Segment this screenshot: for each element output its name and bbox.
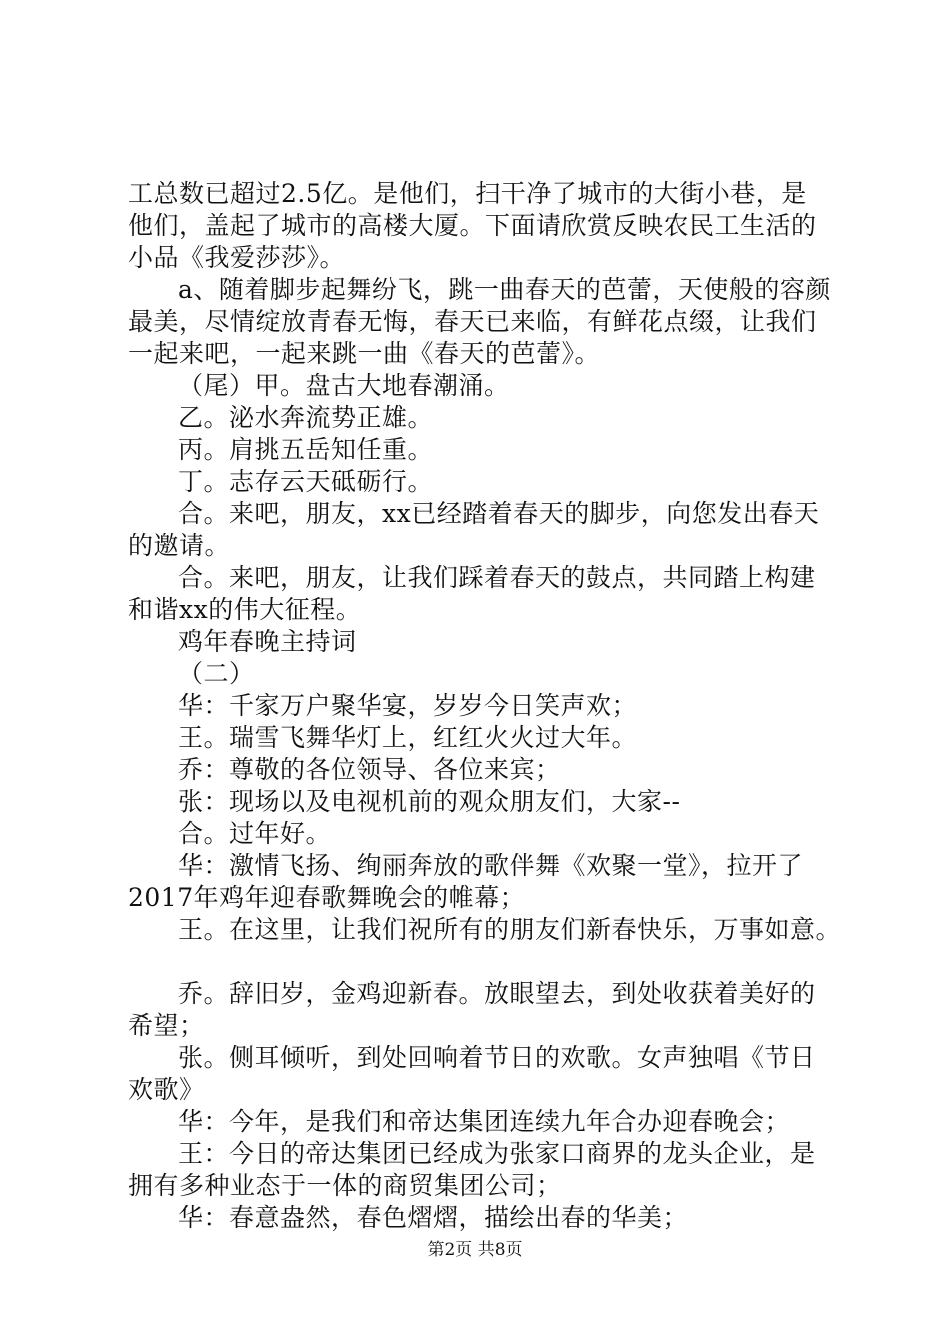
- text-line: 华：千家万户聚华宴，岁岁今日笑声欢；: [178, 691, 638, 720]
- text-line: 华：春意盎然，春色熠熠，描绘出春的华美；: [178, 1203, 689, 1232]
- text-line: 张：现场以及电视机前的观众朋友们，大家--: [178, 787, 681, 816]
- text-line: 2017年鸡年迎春歌舞晚会的帷幕；: [128, 883, 526, 912]
- text-line: 乔：尊敬的各位领导、各位来宾；: [178, 755, 561, 784]
- text-line: a、随着脚步起舞纷飞，跳一曲春天的芭蕾，天使般的容颜: [178, 275, 831, 304]
- text-line: 华：激情飞扬、绚丽奔放的歌伴舞《欢聚一堂》，拉开了: [178, 851, 804, 880]
- page-footer: 第2页 共8页: [427, 1240, 523, 1260]
- section-subtitle: （二）: [178, 659, 255, 688]
- text-line: 丁。志存云天砥砺行。: [178, 467, 434, 496]
- text-line: 合。来吧，朋友，xx已经踏着春天的脚步，向您发出春天: [178, 499, 820, 528]
- text-line: 最美，尽情绽放青春无悔，春天已来临，有鲜花点缀，让我们: [128, 307, 817, 336]
- text-line: 他们，盖起了城市的高楼大厦。下面请欣赏反映农民工生活的: [128, 211, 817, 240]
- text-line: 王：今日的帝达集团已经成为张家口商界的龙头企业，是: [178, 1139, 816, 1168]
- text-line: 工总数已超过2.5亿。是他们，扫干净了城市的大街小巷，是: [128, 179, 807, 208]
- section-title: 鸡年春晚主持词: [178, 627, 357, 656]
- text-line: 张。侧耳倾听，到处回响着节日的欢歌。女声独唱《节日: [178, 1043, 816, 1072]
- text-line: 的邀请。: [128, 531, 231, 560]
- text-line: 和谐xx的伟大征程。: [128, 595, 362, 624]
- text-line: 一起来吧，一起来跳一曲《春天的芭蕾》。: [128, 339, 601, 368]
- text-line: 王。瑞雪飞舞华灯上，红红火火过大年。: [178, 723, 638, 752]
- text-line: 希望；: [128, 1011, 205, 1040]
- text-line: 王。在这里，让我们祝所有的朋友们新春快乐，万事如意。: [178, 915, 842, 944]
- text-line: 乔。辞旧岁，金鸡迎新春。放眼望去，到处收获着美好的: [178, 979, 816, 1008]
- text-line: 拥有多种业态于一体的商贸集团公司；: [128, 1171, 562, 1200]
- text-line: 合。过年好。: [178, 819, 332, 848]
- text-line: 丙。肩挑五岳知任重。: [178, 435, 434, 464]
- text-line: 合。来吧，朋友，让我们踩着春天的鼓点，共同踏上构建: [178, 563, 816, 592]
- text-line: （尾）甲。盘古大地春潮涌。: [178, 371, 510, 400]
- text-line: 乙。泌水奔流势正雄。: [178, 403, 434, 432]
- text-line: 欢歌》: [128, 1075, 205, 1104]
- text-line: 小品《我爱莎莎》。: [128, 243, 346, 272]
- text-line: 华：今年，是我们和帝达集团连续九年合办迎春晚会；: [178, 1107, 791, 1136]
